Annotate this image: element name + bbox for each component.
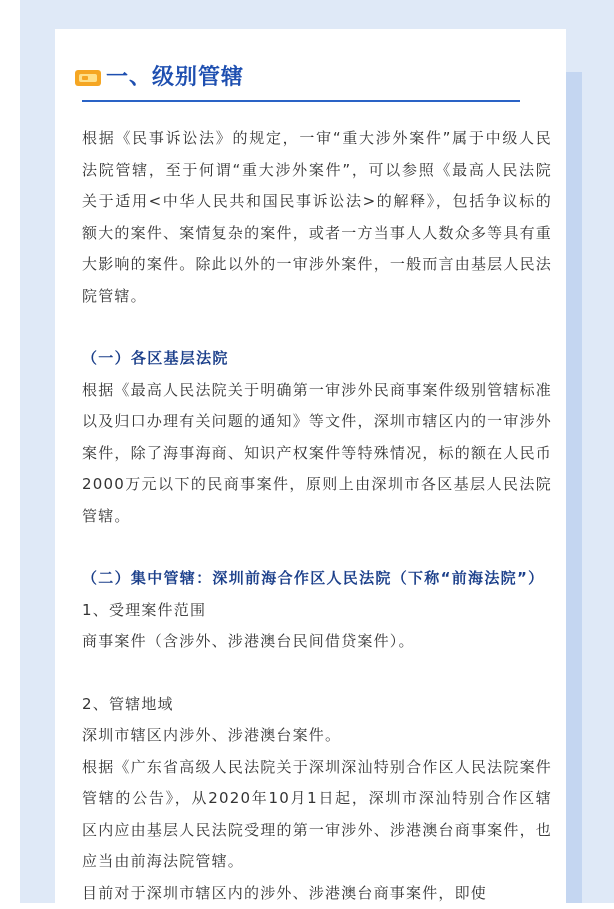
- folder-tag-icon: [74, 69, 102, 87]
- section-2-item-1-body: 商事案件（含涉外、涉港澳台民间借贷案件）。: [82, 626, 552, 658]
- card-shadow: [566, 72, 582, 903]
- section-2-item-1-label: 1、受理案件范围: [82, 595, 552, 627]
- intro-paragraph: 根据《民事诉讼法》的规定，一审“重大涉外案件”属于中级人民法院管辖，至于何谓“重大涉外案件”，可以参照《最高人民法院关于适用<中华人民共和国民事诉讼法>的解释》，包括争议标的额大的案件、案情复杂的案件，或者一方当事人人数众多等具有重大影响的案件。除此以外的一审涉外案件，一般而言由基层人民法院管辖。: [82, 123, 552, 312]
- heading-underline: [82, 100, 520, 102]
- section-2-notice: 根据《广东省高级人民法院关于深圳深汕特别合作区人民法院案件管辖的公告》，从2020年10月1日起，深圳市深汕特别合作区辖区内应由基层人民法院受理的第一审涉外、涉港澳台商事案件，也应当由前海法院管辖。: [82, 752, 552, 878]
- section-1-body: 根据《最高人民法院关于明确第一审涉外民商事案件级别管辖标准以及归口办理有关问题的通知》等文件，深圳市辖区内的一审涉外案件，除了海事海商、知识产权案件等特殊情况，标的额在人民币2000万元以下的民商事案件，原则上由深圳市各区基层人民法院管辖。: [82, 375, 552, 533]
- section-1-title: （一）各区基层法院: [82, 343, 552, 375]
- spacer: [82, 532, 552, 563]
- page-title: 一、级别管辖: [106, 62, 244, 94]
- spacer: [82, 312, 552, 343]
- section-heading: [74, 62, 522, 104]
- article-body: [82, 123, 552, 909]
- trailing-paragraph: 目前对于深圳市辖区内的涉外、涉港澳台商事案件，即使: [82, 878, 552, 909]
- section-2-title: （二）集中管辖：深圳前海合作区人民法院（下称“前海法院”）: [82, 563, 552, 595]
- spacer: [82, 658, 552, 689]
- section-2-item-2-body: 深圳市辖区内涉外、涉港澳台案件。: [82, 720, 552, 752]
- section-2-item-2-label: 2、管辖地域: [82, 689, 552, 721]
